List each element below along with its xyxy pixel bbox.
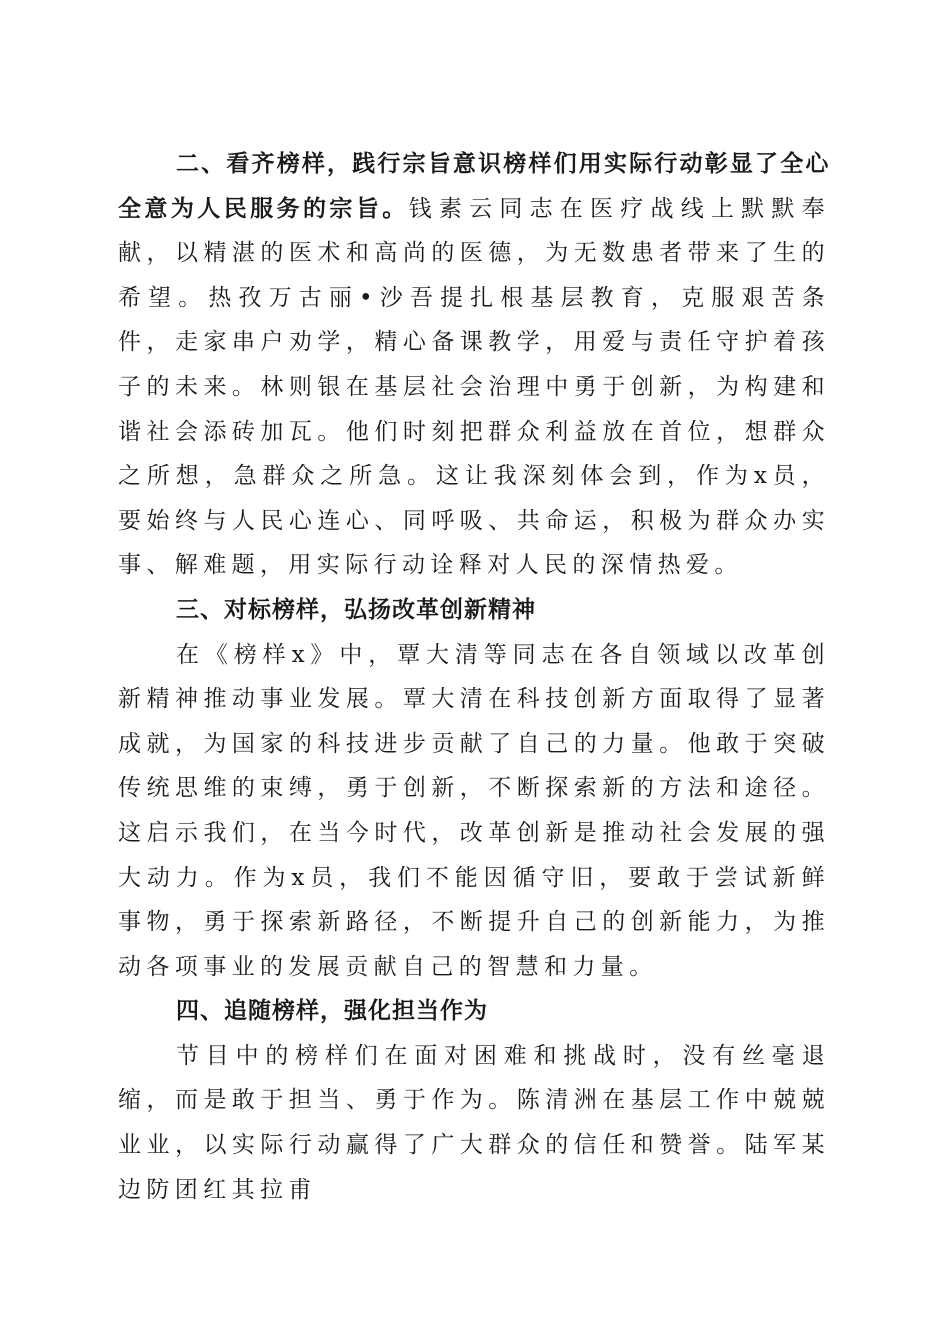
document-page: [118, 142, 830, 1212]
section-3-heading: 三、对标榜样，弘扬改革创新精神: [176, 596, 536, 623]
section-2-paragraph: [118, 142, 830, 588]
section-4-body: 节目中的榜样们在面对困难和挑战时，没有丝毫退缩，而是敢于担当、勇于作为。陈清洲在基层工作中兢兢业业，以实际行动赢得了广大群众的信任和赞誉。陆军某边防团红其拉甫: [118, 1042, 830, 1203]
section-2-body: 钱素云同志在医疗战线上默默奉献，以精湛的医术和高尚的医德，为无数患者带来了生的希望。热孜万古丽•沙吾提扎根基层教育，克服艰苦条件，走家串户劝学，精心备课教学，用爱与责任守护着孩子的未来。林则银在基层社会治理中勇于创新，为构建和谐社会添砖加瓦。他们时刻把群众利益放在首位，想群众之所想，急群众之所急。这让我深刻体会到，作为x员，要始终与人民心连心、同呼吸、共命运，积极为群众办实事、解难题，用实际行动诠释对人民的深情热爱。: [118, 195, 830, 579]
section-4-heading: 四、追随榜样，强化担当作为: [176, 998, 488, 1025]
section-3-body: 在《榜样x》中，覃大清等同志在各自领域以改革创新精神推动事业发展。覃大清在科技创新方面取得了显著成就，为国家的科技进步贡献了自己的力量。他敢于突破传统思维的束缚，勇于创新，不断探索新的方法和途径。这启示我们，在当今时代，改革创新是推动社会发展的强大动力。作为x员，我们不能因循守旧，要敢于尝试新鲜事物，勇于探索新路径，不断提升自己的创新能力，为推动各项事业的发展贡献自己的智慧和力量。: [118, 641, 830, 980]
section-2-heading: 二、看齐榜样，践行宗旨意识榜样们用实际行动彰显了全心全意为人民服务的宗旨。: [118, 151, 830, 222]
